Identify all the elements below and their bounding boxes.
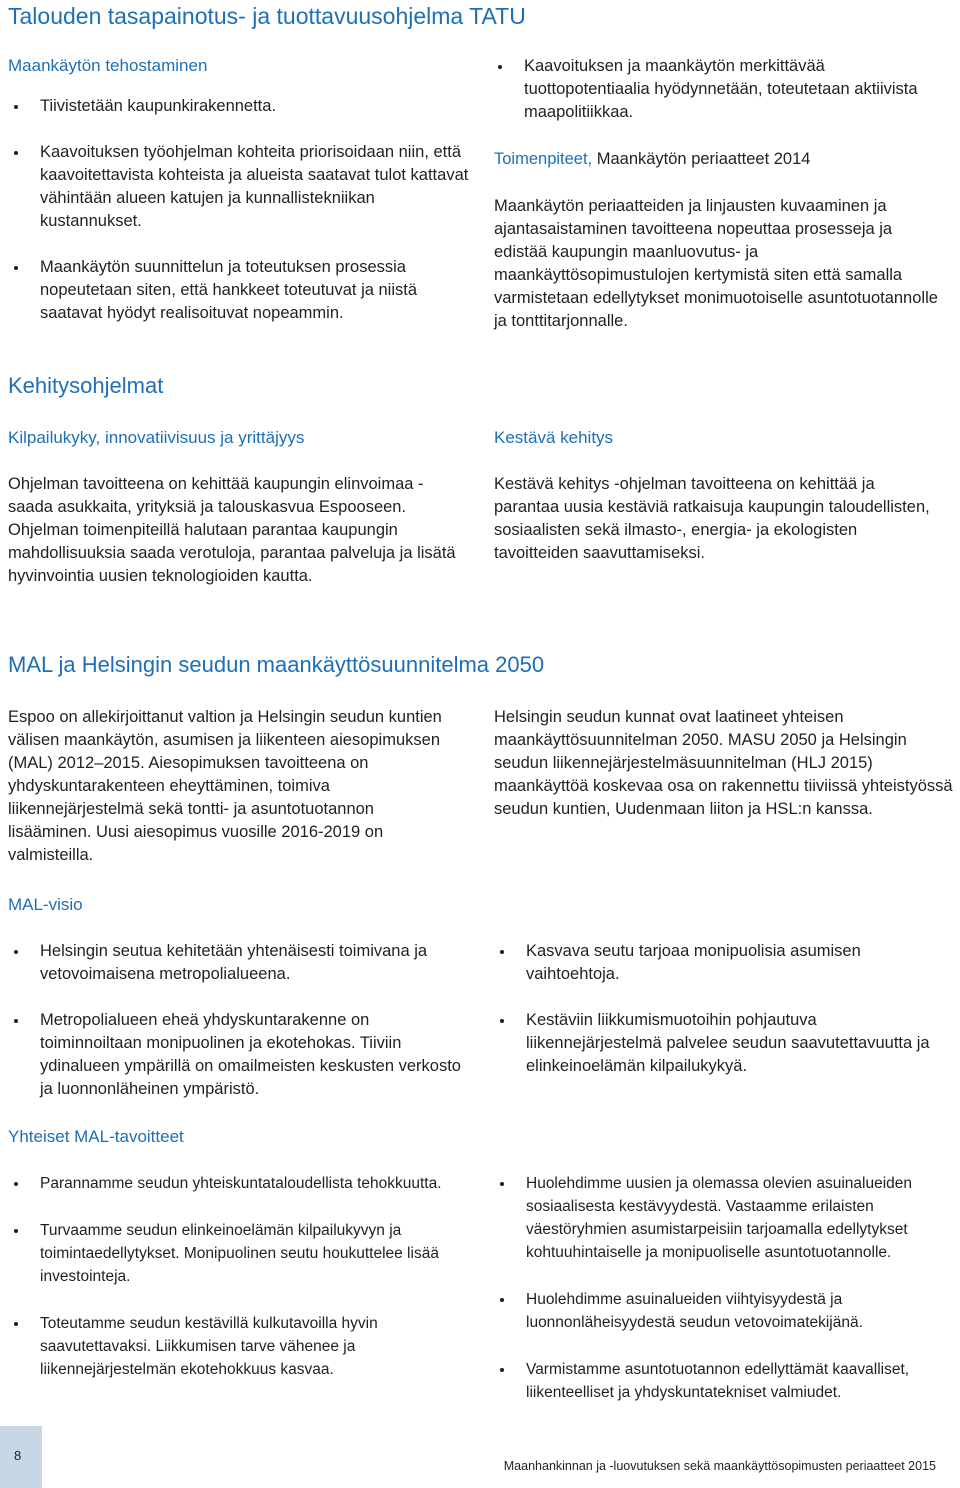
list-item: Kaavoituksen ja maankäytön merkittävää tuottopotentiaalia hyödynnetään, toteutetaan aktiivista maapolitiikkaa. — [492, 55, 938, 124]
kestava-kehitys-heading: Kestävä kehitys — [494, 428, 614, 447]
list-item: Helsingin seutua kehitetään yhtenäisesti toimivana ja vetovoimaisena metropolialueena. — [8, 940, 470, 986]
mal-visio-list-right — [494, 940, 956, 1078]
toimenpiteet-text: Maankäytön periaatteiden ja linjausten kuvaaminen ja ajantasaistaminen tavoitteena nopeuttaa prosesseja ja edistää kaupungin maanluovutus- ja maankäyttösopimustulojen kertymistä siten että samalla varmistetaan edellytykset monimuotoiselle asuntotuotannolle ja tonttitarjonnalle. — [494, 197, 938, 330]
maankaytto-bullet-list — [8, 95, 470, 325]
list-item: Kestäviin liikkumismuotoihin pohjautuva liikennejärjestelmä palvelee seudun saavutettavuutta ja elinkeinoelämän kilpailukykyä. — [494, 1009, 956, 1078]
page-title: Talouden tasapainotus- ja tuottavuusohjelma TATU — [8, 3, 526, 29]
toimenpiteet-title: Maankäytön periaatteet 2014 — [592, 150, 811, 168]
mal-left-text: Espoo on allekirjoittanut valtion ja Helsingin seudun kuntien välisen maankäytön, asumisen ja liikenteen aiesopimuksen (MAL) 2012–2015. Aiesopimuksen tavoitteena on yhdyskuntarakenteen eheyttäminen, toimiva liikennejärjestelmä sekä tontti- ja asuntotuotannon lisääminen. Uusi aiesopimus vuosille 2016-2019 on valmisteilla. — [8, 708, 442, 864]
mal-visio-heading: MAL-visio — [8, 895, 83, 914]
list-item: Kasvava seutu tarjoaa monipuolisia asumisen vaihtoehtoja. — [494, 940, 956, 986]
page-number-box — [0, 1426, 42, 1488]
footer-text: Maanhankinnan ja -luovutuksen sekä maankäyttösopimusten periaatteet 2015 — [503, 1459, 936, 1473]
section-heading-kehitysohjelmat: Kehitysohjelmat — [8, 373, 164, 398]
toimenpiteet-heading — [494, 148, 940, 171]
list-item: Tiivistetään kaupunkirakennetta. — [8, 95, 470, 118]
mal-right-text: Helsingin seudun kunnat ovat laatineet yhteisen maankäyttösuunnitelman 2050. MASU 2050 ja Helsingin seudun liikennejärjestelmäsuunnitelman (HLJ 2015) maankäyttöä koskevaa osa on rakennettu tiiviissä yhteistyössä seudun kuntien, Uudenmaan liiton ja HSL:n kanssa. — [494, 708, 953, 818]
toimenpiteet-label: Toimenpiteet, — [494, 150, 593, 168]
maankaytto-bullet-list-right — [492, 55, 938, 124]
list-item: Toteutamme seudun kestävillä kulkutavoilla hyvin saavutettavaksi. Liikkumisen tarve vähenee ja liikennejärjestelmän ekotehokkuus kasvaa. — [8, 1312, 448, 1381]
mal-tavoitteet-list-right — [494, 1172, 956, 1404]
list-item: Varmistamme asuntotuotannon edellyttämät kaavalliset, liikenteelliset ja yhdyskuntatekniset valmiudet. — [494, 1358, 956, 1404]
list-item: Maankäytön suunnittelun ja toteutuksen prosessia nopeutetaan siten, että hankkeet toteutuvat ja niistä saatavat hyödyt realisoituvat nopeammin. — [8, 256, 470, 325]
list-item: Kaavoituksen työohjelman kohteita priorisoidaan niin, että kaavoitettavista kohteista ja alueista saatavat tulot kattavat vähintään alueen katujen ja kunnallistekniikan kustannukset. — [8, 141, 470, 233]
kilpailukyky-text: Ohjelman tavoitteena on kehittää kaupungin elinvoimaa - saada asukkaita, yrityksiä ja talouskasvua Espooseen. Ohjelman toimenpiteillä halutaan parantaa kaupungin mahdollisuuksia saada verotuloja, parantaa palveluja ja lisätä hyvinvointia uusien teknologioiden kautta. — [8, 475, 456, 585]
mal-tavoitteet-list-left — [8, 1172, 448, 1381]
list-item: Turvaamme seudun elinkeinoelämän kilpailukyvyn ja toimintaedellytykset. Monipuolinen seutu houkuttelee lisää investointeja. — [8, 1219, 448, 1288]
mal-visio-list-left — [8, 940, 470, 1101]
list-item: Parannamme seudun yhteiskuntataloudellista tehokkuutta. — [8, 1172, 448, 1195]
section-heading-maankaytto: Maankäytön tehostaminen — [8, 56, 208, 75]
kestava-kehitys-text: Kestävä kehitys -ohjelman tavoitteena on kehittää ja parantaa uusia kestäviä ratkaisuja kaupungin taloudellisten, sosiaalisten sekä ilmasto-, energia- ja ekologisten tavoitteiden saavuttamiseksi. — [494, 475, 930, 562]
page-number: 8 — [14, 1448, 22, 1463]
list-item: Metropolialueen eheä yhdyskuntarakenne on toiminnoiltaan monipuolinen ja ekotehokas. Tiiviin ydinalueen ympärillä on omailmeisten keskusten verkosto ja luonnonläheinen ympäristö. — [8, 1009, 470, 1101]
mal-tavoitteet-heading: Yhteiset MAL-tavoitteet — [8, 1127, 184, 1146]
kilpailukyky-heading: Kilpailukyky, innovatiivisuus ja yrittäjyys — [8, 428, 305, 447]
section-heading-mal: MAL ja Helsingin seudun maankäyttösuunnitelma 2050 — [8, 652, 545, 677]
list-item: Huolehdimme asuinalueiden viihtyisyydestä ja luonnonläheisyydestä seudun vetovoimatekijänä. — [494, 1288, 956, 1334]
list-item: Huolehdimme uusien ja olemassa olevien asuinalueiden sosiaalisesta kestävyydestä. Vastaamme erilaisten väestöryhmien asumistarpeisiin tarjoamalla edellytykset kohtuuhintaiselle ja monipuoliselle asuntotuotannolle. — [494, 1172, 956, 1264]
